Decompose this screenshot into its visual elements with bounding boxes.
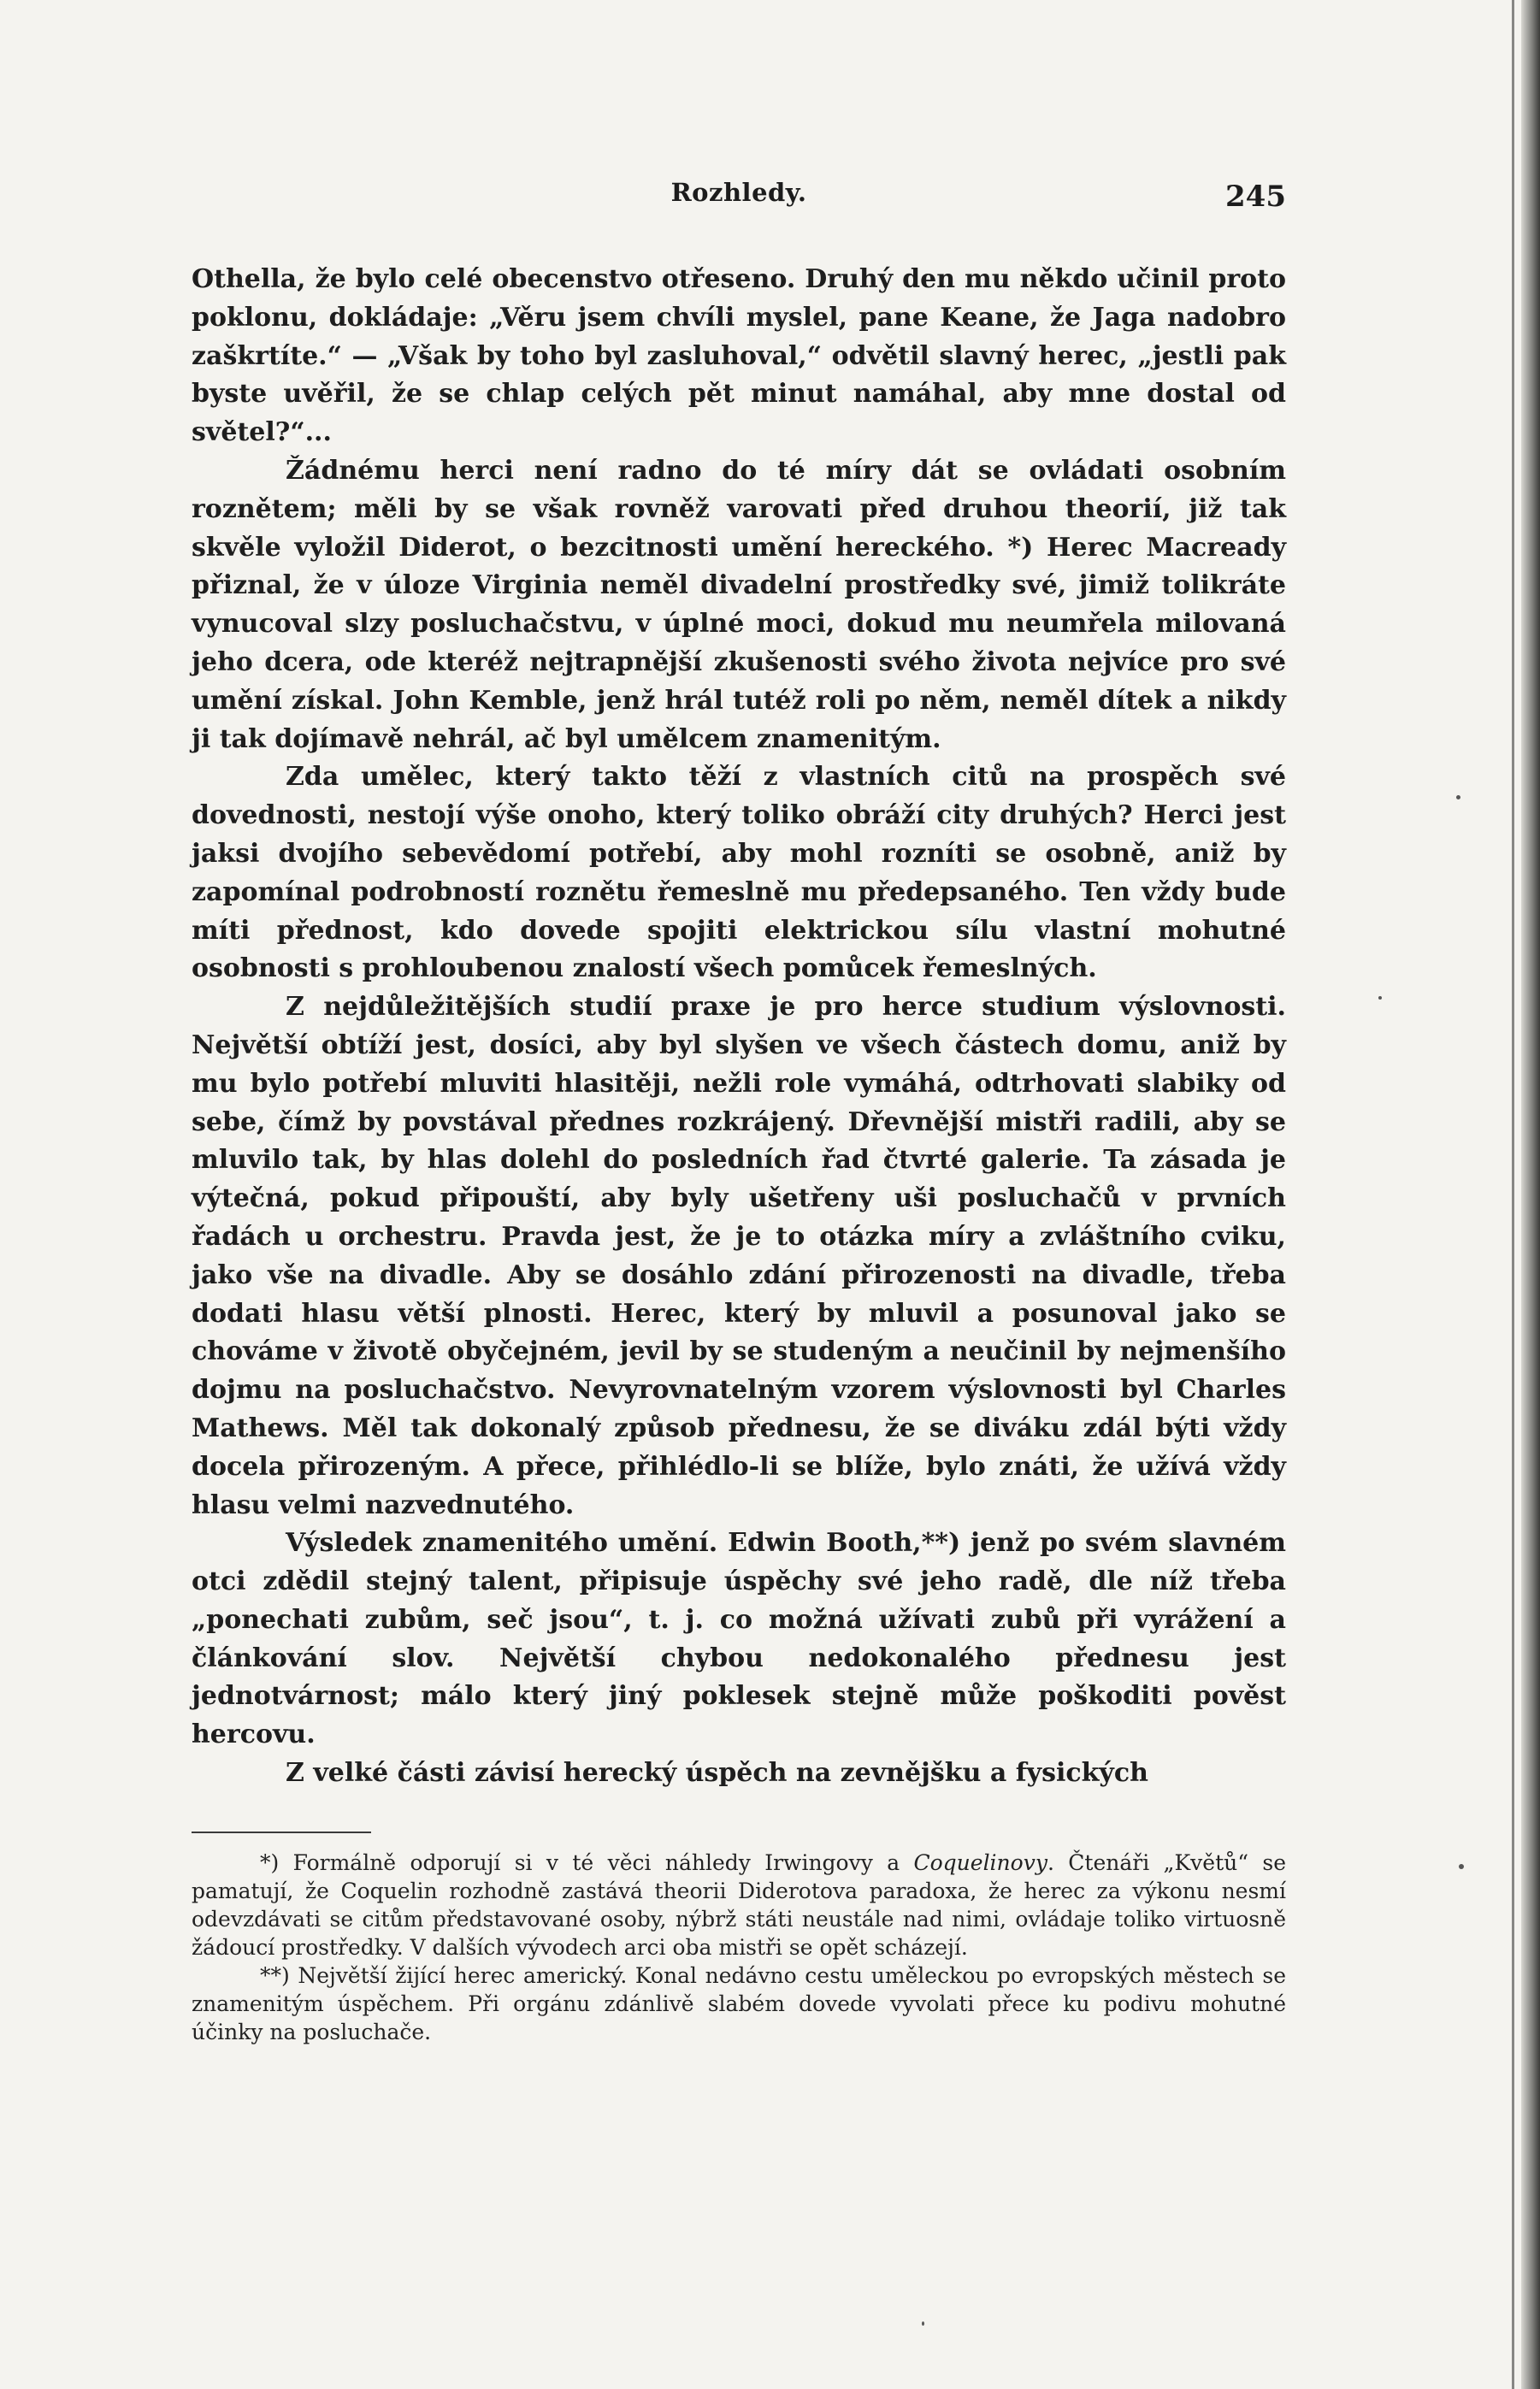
page-edge-shadow — [1521, 0, 1540, 2389]
footnotes — [192, 1849, 1286, 2046]
footnote-1-tail: . Čtenáři „Květů“ se pamatují, že Coquelin rozhodně zastává theorii Diderotova paradoxa, že herec za výkonu nesmí odevzdávati se citům představované osoby, nýbrž státi neustále nad nimi, ovládaje toliko virtuosně žádoucí prostředky. V dalších vývodech arci oba mistři se opět scházejí. — [192, 1850, 1287, 1960]
paragraph-4: Z nejdůležitějších studií praxe je pro herce studium výslovnosti. Největší obtíží jest, dosíci, aby byl slyšen ve všech částech domu, aniž by mu bylo potřebí mluviti hlasitěji, nežli role vymáhá, odtrhovati slabiky od sebe, čímž by povstával přednes rozkrájený. Dřevnější mistři radili, aby se mluvilo tak, by hlas dolehl do posledních řad čtvrté galerie. Ta zásada je výtečná, pokud připouští, aby byly ušetřeny uši posluchačů v prvních řadách u orchestru. Pravda jest, že je to otázka míry a zvláštního cviku, jako vše na divadle. Aby se dosáhlo zdání přirozenosti na divadle, třeba dodati hlasu větší plnosti. Herec, který by mluvil a posunoval jako se chováme v životě obyčejném, jevil by se studeným a neučinil by nejmenšího dojmu na posluchačstvo. Nevyrovnatelným vzorem výslovnosti byl Charles Mathews. Měl tak dokonalý způsob přednesu, že se diváku zdál býti vždy docela přirozeným. A přece, přihlédlo-li se blíže, bylo znáti, že užívá vždy hlasu velmi nazvednutého. — [192, 992, 1286, 1520]
running-head: Rozhledy. — [670, 178, 807, 207]
scan-speck — [1378, 996, 1382, 1000]
footnote-rule — [192, 1832, 371, 1833]
paragraph-2: Žádnému herci není radno do té míry dát se ovládati osobním roznětem; měli by se však rovněž varovati před druhou theorií, již tak skvěle vyložil Diderot, o bezcitnosti umění hereckého. *) Herec Macready přiznal, že v úloze Virginia neměl divadelní prostředky své, jimiž tolikráte vynucoval slzy posluchačstvu, v úplné moci, dokud mu neumřela milovaná jeho dcera, ode kteréž nejtrapnější zkušenosti svého života nejvíce pro své umění získal. John Kemble, jenž hrál tutéž roli po něm, neměl dítek a nikdy ji tak dojímavě nehrál, ač byl umělcem znamenitým. — [192, 455, 1286, 754]
scan-speck — [922, 2321, 924, 2326]
footnote-1-italic: Coquelinovy — [913, 1850, 1047, 1875]
body-text — [192, 261, 1286, 1793]
paragraph-3: Zda umělec, který takto těží z vlastních citů na prospěch své dovednosti, nestojí výše onoho, který toliko obráží city druhých? Herci jest jaksi dvojího sebevědomí potřebí, aby mohl rozníti se osobně, aniž by zapomínal podrobností roznětu řemeslně mu předepsaného. Ten vždy bude míti přednost, kdo dovede spojiti elektrickou sílu vlastní mohutné osobnosti s prohloubenou znalostí všech pomůcek řemeslných. — [192, 762, 1286, 984]
scan-speck — [1459, 1864, 1464, 1869]
page-edge-line — [1512, 0, 1514, 2389]
paragraph-5: Výsledek znamenitého umění. Edwin Booth,**) jenž po svém slavném otci zdědil stejný talent, připisuje úspěchy své jeho radě, dle níž třeba „ponechati zubům, seč jsou“, t. j. co možná užívati zubů při vyrážení a článkování slov. Největší chybou nedokonalého přednesu jest jednotvárnost; málo který jiný poklesek stejně může poškoditi pověst hercovu. — [192, 1528, 1286, 1750]
footnote-1-text: *) Formálně odporují si v té věci náhledy Irwingovy a — [260, 1850, 914, 1875]
scan-speck — [1456, 795, 1460, 799]
footnote-2-text: **) Největší žijící herec americký. Konal nedávno cestu uměleckou po evropských městech se znamenitým úspěchem. Při orgánu zdánlivě slabém dovede vyvolati přece ku podivu mohutné účinky na posluchače. — [192, 1963, 1286, 2044]
page-number: 245 — [1225, 180, 1286, 214]
footnote-2 — [192, 1961, 1286, 2046]
paragraph-1: Othella, že bylo celé obecenstvo otřeseno. Druhý den mu někdo učinil proto poklonu, dokládaje: „Věru jsem chvíli myslel, pane Keane, že Jaga nadobro zaškrtíte.“ — „Však by toho byl zasluhoval,“ odvětil slavný herec, „jestli pak byste uvěřil, že se chlap celých pět minut namáhal, aby mne dostal od světel?“... — [192, 264, 1286, 448]
paragraph-6: Z velké části závisí herecký úspěch na zevnějšku a fysických — [286, 1758, 1148, 1789]
page-header — [192, 178, 1286, 221]
footnote-1 — [192, 1849, 1286, 1961]
